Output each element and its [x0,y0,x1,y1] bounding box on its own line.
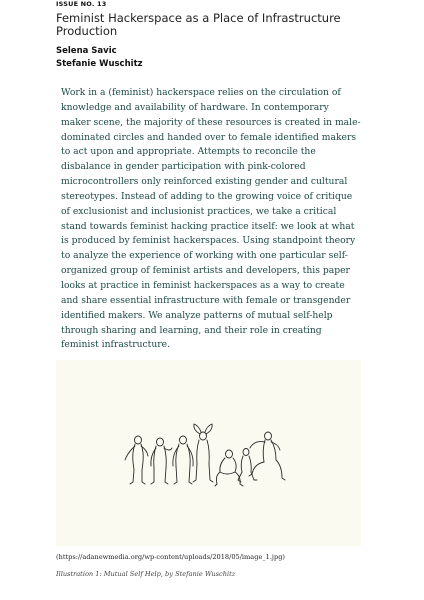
article-title: Feminist Hackerspace as a Place of Infrastructure Production [56,11,341,38]
figure-source-url[interactable]: (https://adanewmedia.org/wp-content/uploads/2018/05/image_1.jpg) [56,553,285,561]
sketch-figure [151,438,172,484]
figure-caption: Illustration 1: Mutual Self Help, by Stefanie Wuschitz [56,570,236,578]
sketch-figure [173,436,193,484]
mutual-self-help-illustration [56,360,361,546]
author-name: Stefanie Wuschitz [56,59,143,69]
author-name: Selena Savic [56,46,117,56]
issue-label: ISSUE NO. 13 [56,0,107,8]
sketch-figure [125,436,148,484]
article-abstract: Work in a (feminist) hackerspace relies on the circulation of knowledge and availability of hardware. In contemporary maker scene, the majority of these resources is created in male-dominated circles and handed over to female identified makers to act upon and appropriate. Attempts to reconcile the disbalance in gender participation with pink-colored microcontrollers only reinforced existing gender and cultural stereotypes. Instead of adding to the growing voice of critique of exclusionist and inclusionist practices, we take a critical stand towards feminist hacking practice itself: we look at what is produced by feminist hackerspaces. Using standpoint theory to analyze the experience of working with one particular self-organized group of feminist artists and developers, this paper looks at practice in feminist hackerspaces as a way to create and share essential infrastructure with female or transgender identified makers. We analyze patterns of mutual self-help through sharing and learning, and their role in creating feminist infrastructure. [61,87,361,351]
sketch-figure [193,424,213,482]
sketch-figure [249,432,285,480]
sketch-figure [238,449,257,483]
author-list [56,45,143,71]
illustration-figure [56,360,361,546]
